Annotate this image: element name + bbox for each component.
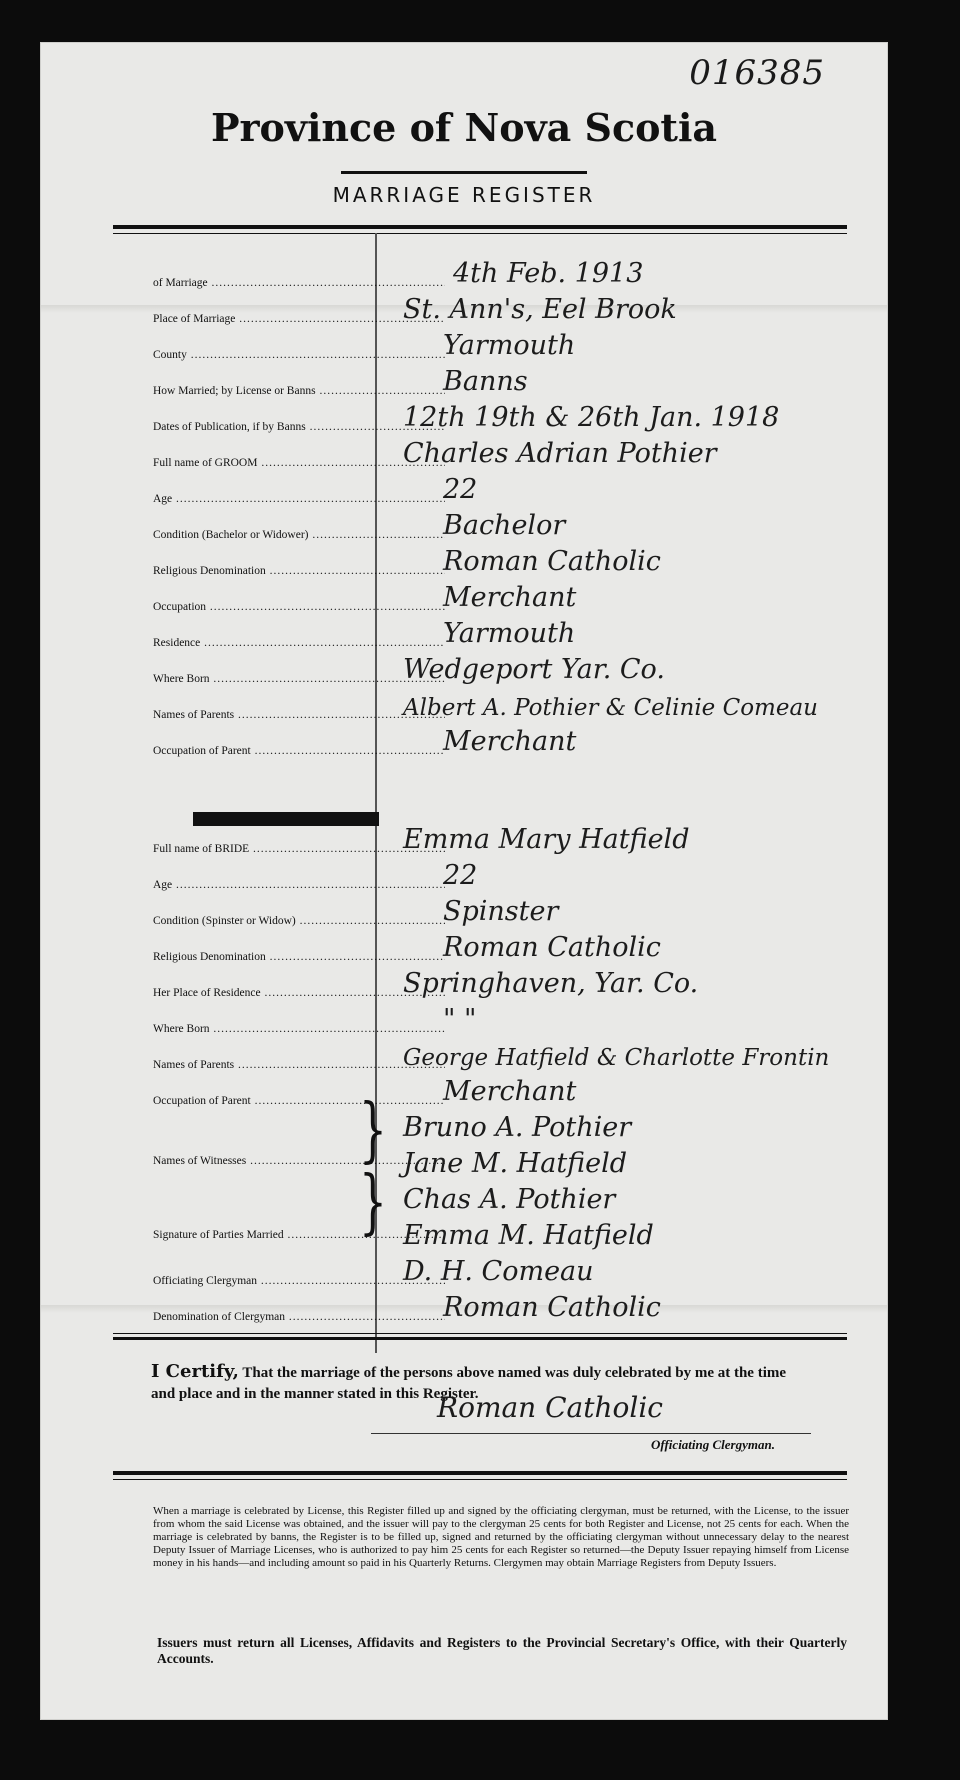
certify-lead: I Certify,: [151, 1361, 239, 1382]
row-groom-parents: [113, 687, 847, 723]
page-title: Province of Nova Scotia: [210, 105, 718, 150]
signature-bride: Emma M. Hatfield: [403, 1220, 654, 1251]
field-label: Full name of GROOM .....: [153, 457, 445, 469]
certifier-signature: Roman Catholic: [437, 1391, 663, 1424]
row-bride-age: [113, 857, 847, 893]
row-witnesses-label: [113, 1145, 847, 1181]
field-value: Banns: [443, 366, 528, 397]
field-value: Yarmouth: [443, 330, 576, 361]
field-value: St. Ann's, Eel Brook: [403, 294, 677, 325]
row-officiating-clergyman: [113, 1253, 847, 1289]
row-bride-parent-occupation: [113, 1073, 847, 1109]
issuer-notice: Issuers must return all Licenses, Affidavits and Registers to the Provincial Secretary's Office, with their Quarterly Accounts.: [157, 1635, 847, 1666]
field-label: Signature of Parties Married .....: [153, 1229, 445, 1241]
top-rule-thin: [113, 233, 847, 234]
row-signatures-label: [113, 1217, 847, 1253]
field-value: Roman Catholic: [443, 1292, 661, 1323]
field-label: Dates of Publication, if by Banns .....: [153, 421, 445, 433]
field-label: How Married; by License or Banns .....: [153, 385, 445, 397]
signature-groom: Chas A. Pothier: [403, 1184, 616, 1215]
field-label: Occupation .....: [153, 601, 445, 613]
field-label: Occupation of Parent .....: [153, 745, 445, 757]
row-bride-condition: [113, 893, 847, 929]
field-label: Her Place of Residence .....: [153, 987, 445, 999]
top-rule: [113, 225, 847, 229]
field-value: Roman Catholic: [443, 546, 661, 577]
field-value: 4th Feb. 1913: [453, 258, 644, 289]
field-value: D. H. Comeau: [403, 1256, 594, 1287]
row-bride-residence: [113, 965, 847, 1001]
field-value: Charles Adrian Pothier: [403, 438, 717, 469]
field-value: 12th 19th & 26th Jan. 1918: [403, 402, 780, 433]
field-value: 22: [443, 474, 478, 505]
title-rule: [341, 171, 587, 174]
field-label: of Marriage .....: [153, 277, 445, 289]
field-label: Religious Denomination .....: [153, 951, 445, 963]
field-label: County .....: [153, 349, 445, 361]
row-signature-1: [113, 1181, 847, 1217]
instructions-notice: When a marriage is celebrated by License, this Register filled up and signed by the officiating clergyman, must be returned, with the License, to the issuer from whom the said License was obtained, and the issuer will pay to the clergyman 25 cents for both Register and License, not 25 cents for each. When the marriage is celebrated by banns, the Register is to be filled up, signed and returned by the officiating clergyman without unnecessary delay to the nearest Deputy Issuer of Marriage Licenses, who is authorized to pay him 25 cents for each Register so returned—the Deputy Issuer repaying himself from License money in his hands—and including amount so paid in his Quarterly Returns. Clergymen may obtain Marriage Registers from Deputy Issuers.: [153, 1505, 849, 1569]
notice-rule: [113, 1471, 847, 1475]
field-value: Merchant: [443, 1076, 577, 1107]
row-groom-name: [113, 435, 847, 471]
field-value: Wedgeport Yar. Co.: [403, 654, 665, 685]
row-bride-denomination: [113, 929, 847, 965]
field-value: George Hatfield & Charlotte Frontin: [403, 1045, 830, 1071]
page-subtitle: MARRIAGE REGISTER: [332, 183, 596, 207]
row-bride-parents: [113, 1037, 847, 1073]
field-value: Yarmouth: [443, 618, 576, 649]
row-how-married: [113, 363, 847, 399]
field-value: Merchant: [443, 726, 577, 757]
field-label: Residence .....: [153, 637, 445, 649]
notice-rule-thin: [113, 1479, 847, 1480]
row-date-of-marriage: [113, 255, 847, 291]
row-dates-of-publication: [113, 399, 847, 435]
row-groom-residence: [113, 615, 847, 651]
field-value: Roman Catholic: [443, 932, 661, 963]
field-label: Officiating Clergyman .....: [153, 1275, 445, 1287]
signature-line: [371, 1433, 811, 1434]
field-value: " ": [443, 1004, 477, 1035]
certifier-role: Officiating Clergyman.: [651, 1437, 775, 1452]
field-value: Emma Mary Hatfield: [403, 824, 690, 855]
field-value: Albert A. Pothier & Celinie Comeau: [403, 695, 818, 721]
row-groom-condition: [113, 507, 847, 543]
row-place-of-marriage: [113, 291, 847, 327]
row-groom-occupation: [113, 579, 847, 615]
register-sheet: [40, 42, 888, 1720]
field-label: Where Born .....: [153, 1023, 445, 1035]
row-bride-name: [113, 821, 847, 857]
witness-2: Jane M. Hatfield: [403, 1148, 628, 1179]
field-label: Full name of BRIDE .....: [153, 843, 445, 855]
field-label: Denomination of Clergyman .....: [153, 1311, 445, 1323]
certify-body: That the marriage of the persons above named was duly celebrated by me at the time and place and in the manner stated in this Register.: [151, 1365, 787, 1402]
field-label: Names of Parents .....: [153, 709, 445, 721]
field-value: Springhaven, Yar. Co.: [403, 968, 699, 999]
row-groom-denomination: [113, 543, 847, 579]
field-label: Age .....: [153, 879, 445, 891]
section-rule-thick: [113, 1337, 847, 1340]
row-bride-where-born: [113, 1001, 847, 1037]
field-label: Occupation of Parent .....: [153, 1095, 445, 1107]
signature-brace: }: [359, 1161, 387, 1244]
row-groom-age: [113, 471, 847, 507]
row-groom-where-born: [113, 651, 847, 687]
field-label: Names of Parents .....: [153, 1059, 445, 1071]
field-value: Bachelor: [443, 510, 566, 541]
row-groom-parent-occupation: [113, 723, 847, 759]
field-label: Condition (Spinster or Widow) .....: [153, 915, 445, 927]
row-county: [113, 327, 847, 363]
field-label: Names of Witnesses .....: [153, 1155, 445, 1167]
section-rule: [113, 1333, 847, 1334]
field-label: Religious Denomination .....: [153, 565, 445, 577]
field-value: Merchant: [443, 582, 577, 613]
row-clergy-denomination: [113, 1289, 847, 1325]
field-label: Place of Marriage .....: [153, 313, 445, 325]
witness-brace: }: [359, 1089, 387, 1172]
witness-1: Bruno A. Pothier: [403, 1112, 632, 1143]
field-label: Condition (Bachelor or Widower) .....: [153, 529, 445, 541]
register-number: 016385: [689, 53, 825, 93]
field-value: Spinster: [443, 896, 559, 927]
row-witness-1: [113, 1109, 847, 1145]
field-label: Where Born .....: [153, 673, 445, 685]
field-value: 22: [443, 860, 478, 891]
field-label: Age .....: [153, 493, 445, 505]
